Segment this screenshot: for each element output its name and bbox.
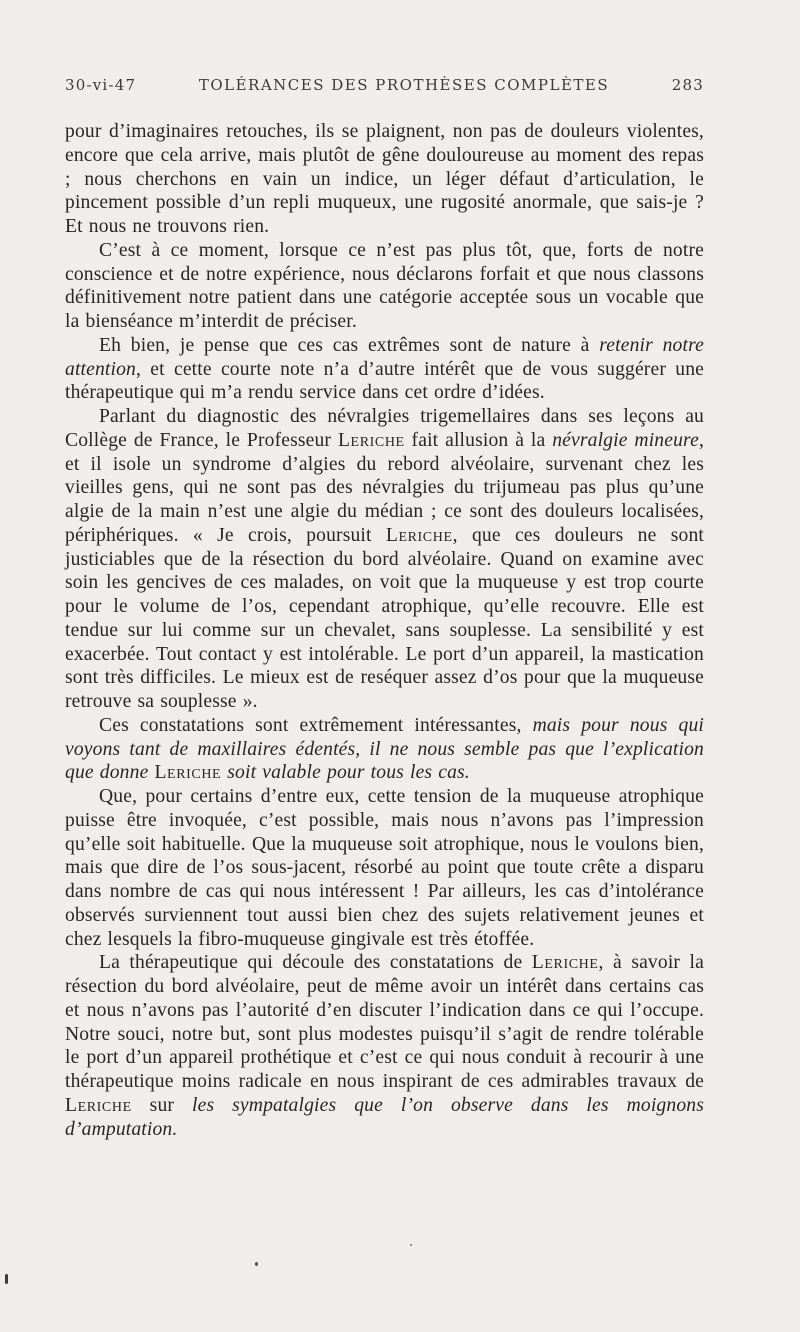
author-name: Leriche xyxy=(385,524,453,546)
running-header xyxy=(65,76,704,94)
emphasis: mais pour nous qui voyons tant de maxillaires édentés, il ne nous semble pas que l’explication que donne xyxy=(65,714,704,784)
page-number: 283 xyxy=(671,76,704,94)
paragraph-4: Parlant du diagnostic des névralgies trigemellaires dans ses leçons au Collège de France, le Professeur Leriche fait allusion à la névralgie mineure, et il isole un syndrome d’algies du rebord alvéolaire, survenant chez les vieilles gens, qui ne sont pas des névralgies du trijumeau pas plus qu’une algie de la main n’est une algie du médian ; ce sont des douleurs localisées, périphériques. « Je crois, poursuit Leriche, que ces douleurs ne sont justiciables que de la résection du bord alvéolaire. Quand on examine avec soin les gencives de ces malades, on voit que la muqueuse y est trop courte pour le volume de l’os, cependant atrophique, qu’elle recouvre. Elle est tendue sur lui comme sur un chevalet, sans souplesse. La sensibilité y est exacerbée. Tout contact y est intolérable. Le port d’un appareil, la mastication sont très difficiles. Le mieux est de reséquer assez d’os pour que la muqueuse retrouve sa souplesse ». xyxy=(65,406,705,712)
paragraph-6: Que, pour certains d’entre eux, cette tension de la muqueuse atrophique puisse être invoquée, c’est possible, mais nous n’avons pas l’impression qu’elle soit habituelle. Que la muqueuse soit atrophique, nous le voulons bien, mais que dire de l’os sous-jacent, résorbé au point que toute crête a disparu dans nombre de cas qui nous intéressent ! Par ailleurs, les cas d’intolérance observés surviennent tout aussi bien chez des sujets relativement jeunes et chez lesquels la fibro-muqueuse gingivale est très étoffée. xyxy=(65,786,704,950)
paragraph-5: Ces constatations sont extrêmement intéressantes, mais pour nous qui voyons tant de maxillaires édentés, il ne nous semble pas que l’explication que donne Leriche soit valable pour tous les cas. xyxy=(65,714,704,784)
author-name: Leriche xyxy=(65,1094,132,1116)
author-name: Leriche xyxy=(154,762,222,784)
header-title: TOLÉRANCES DES PROTHÈSES COMPLÈTES xyxy=(198,76,610,94)
author-name: Leriche xyxy=(531,952,599,974)
header-date: 30-vi-47 xyxy=(65,76,137,94)
paragraph-2: C’est à ce moment, lorsque ce n’est pas plus tôt, que, forts de notre conscience et de notre expérience, nous déclarons forfait et que nous classons définitivement notre patient dans une catégorie acceptée sous un vocable que la bienséance m’interdit de préciser. xyxy=(65,239,704,332)
ink-speck xyxy=(5,1274,8,1284)
paragraph-7: La thérapeutique qui découle des constatations de Leriche, à savoir la résection du bord alvéolaire, peut de même avoir un intérêt dans certains cas et nous n’avons pas l’autorité d’en discuter l’indication dans ce qui l’occupe. Notre souci, notre but, sont plus modestes puisqu’il s’agit de rendre tolérable le port d’un appareil prothétique et c’est ce qui nous conduit à recourir à une thérapeutique moins radicale en nous inspirant de ces admirables travaux de Leriche sur les sympatalgies que l’on observe dans les moignons d’amputation. xyxy=(65,952,704,1140)
author-name: Leriche xyxy=(337,429,405,451)
ink-speck xyxy=(255,1262,258,1266)
body-text xyxy=(65,120,704,1141)
paragraph-1: pour d’imaginaires retouches, ils se plaignent, non pas de douleurs violentes, encore que cela arrive, mais plutôt de gêne douloureuse au moment des repas ; nous cherchons en vain un indice, un léger défaut d’articulation, le pincement possible d’un repli muqueux, une rugosité anormale, que sais-je ? Et nous ne trouvons rien. xyxy=(65,121,704,237)
emphasis: les sympatalgies que l’on observe dans les moignons d’amputation. xyxy=(65,1094,704,1140)
emphasis: névralgie mineure xyxy=(552,429,699,451)
ink-speck xyxy=(410,1244,412,1246)
emphasis: retenir notre attention xyxy=(65,334,704,380)
emphasis: soit valable pour tous les cas. xyxy=(221,762,470,784)
paragraph-3: Eh bien, je pense que ces cas extrêmes sont de nature à retenir notre attention, et cette courte note n’a d’autre intérêt que de vous suggérer une thérapeutique qui m’a rendu service dans cet ordre d’idées. xyxy=(65,334,704,404)
